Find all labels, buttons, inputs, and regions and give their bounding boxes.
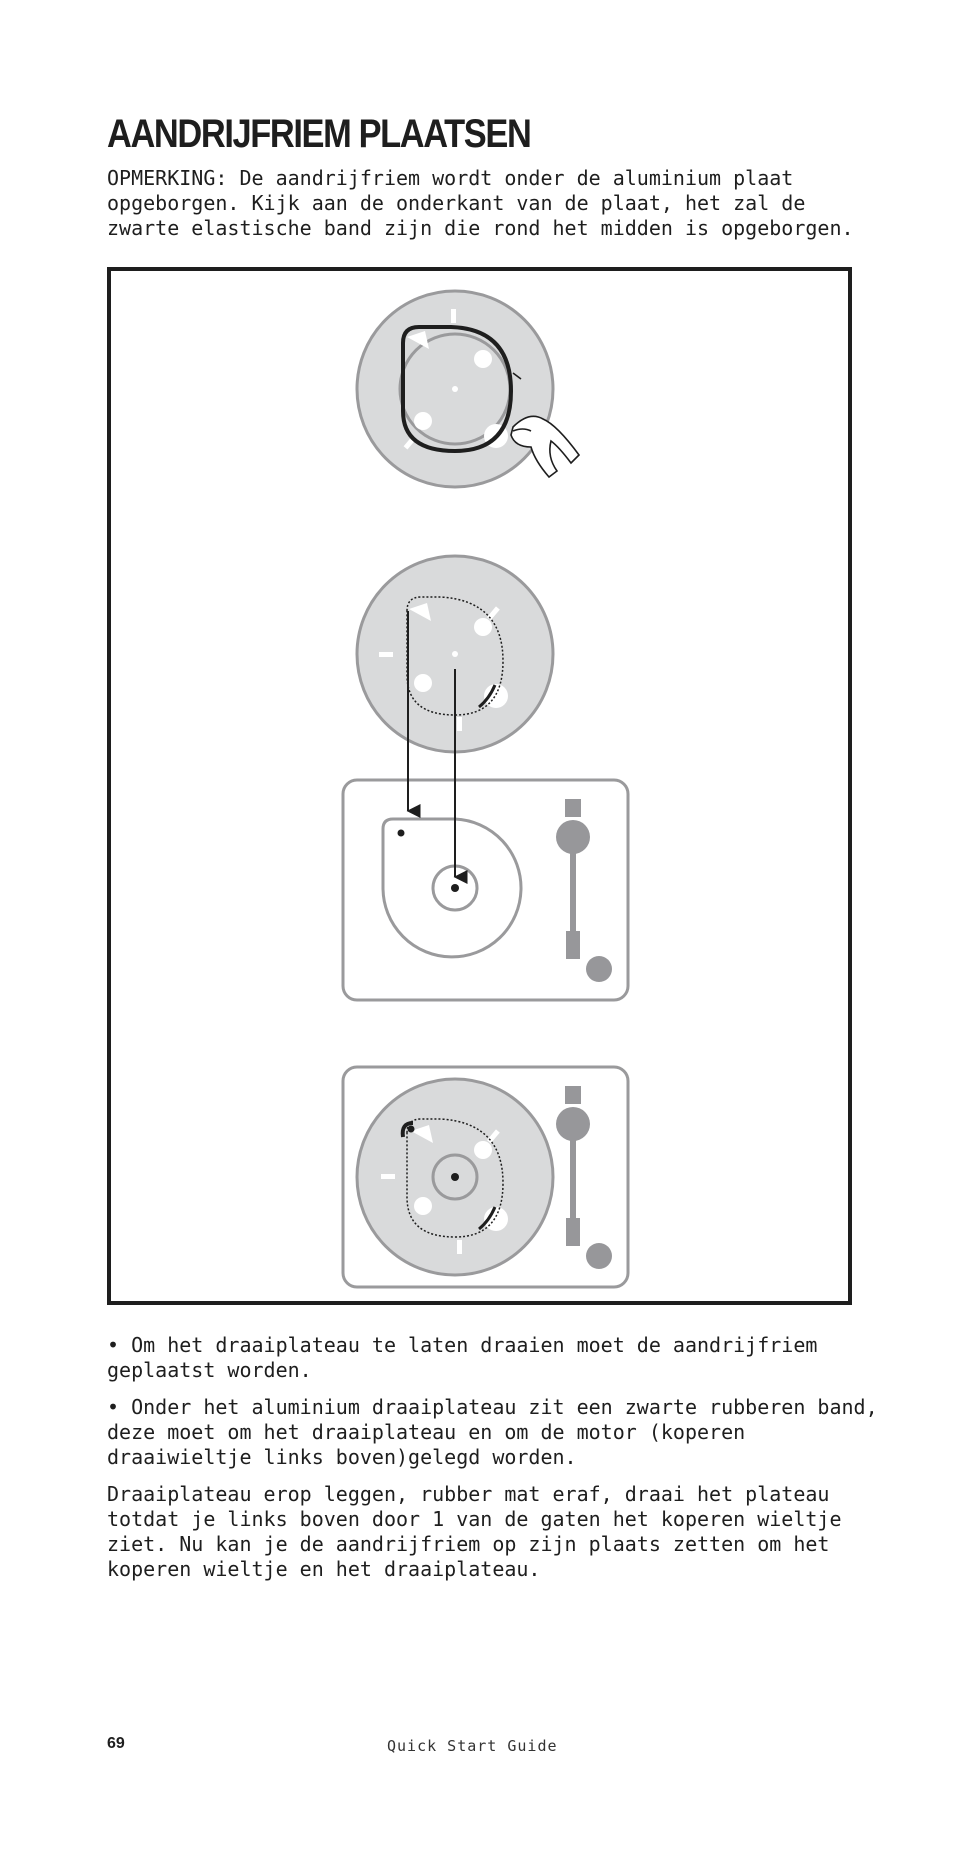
instruction-item: Draaiplateau erop leggen, rubber mat eraf, draai het plateau totdat je links boven door 1 van de gaten het koperen wieltje ziet. Nu kan je de aandrijfriem op zijn plaats zetten om het koperen wieltje en het draaiplateau. (107, 1482, 842, 1581)
figure-canvas (111, 271, 856, 1309)
belt-instruction-figure (107, 267, 852, 1305)
spindle-dot (452, 386, 458, 392)
instruction-item: • Onder het aluminium draaiplateau zit een zwarte rubberen band, deze moet om het draaiplateau en om de motor (koperen draaiwieltje links boven)gelegd worden. (107, 1395, 878, 1469)
instruction-item: • Om het draaiplateau te laten draaien moet de aandrijfriem geplaatst worden. (107, 1333, 818, 1382)
step-3-turntable-assembled (343, 1067, 628, 1287)
motor-pulley-dot (398, 830, 405, 837)
spindle-dot (451, 884, 459, 892)
step-1-platter-underside (357, 291, 579, 487)
instruction-list (107, 1333, 897, 1594)
motor-pulley-dot (408, 1126, 415, 1133)
guide-title: Quick Start Guide (387, 1737, 558, 1755)
page-number: 69 (107, 1735, 125, 1752)
page-title: AANDRIJFRIEM PLAATSEN (107, 112, 531, 156)
storage-note: OPMERKING: De aandrijfriem wordt onder de aluminium plaat opgeborgen. Kijk aan de onderkant van de plaat, het zal de zwarte elastische band zijn die rond het midden is opgeborgen. (107, 166, 854, 240)
spindle-dot (452, 651, 458, 657)
spindle-dot (451, 1173, 459, 1181)
